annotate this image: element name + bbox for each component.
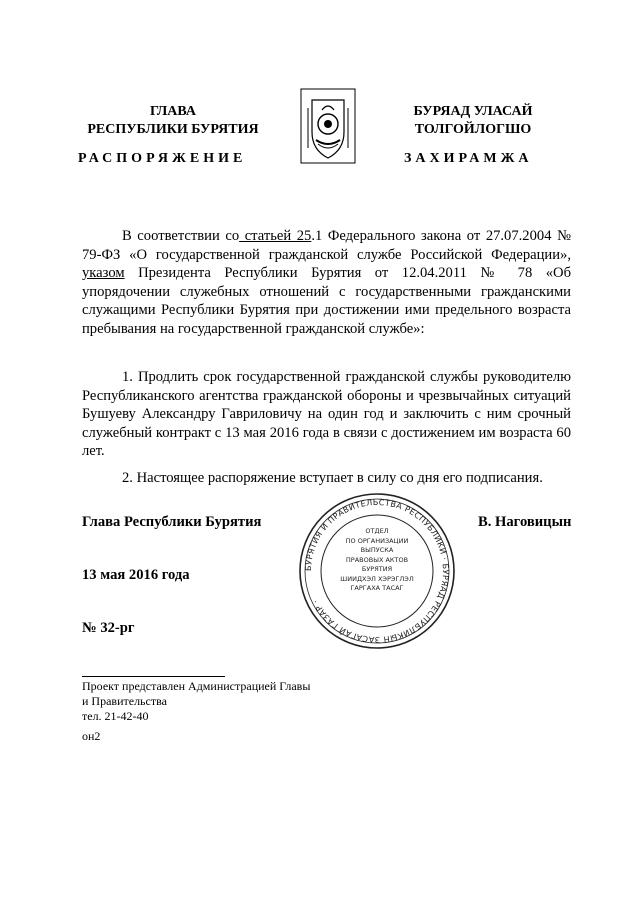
footer-line2: и Правительства bbox=[82, 694, 167, 708]
paragraph-item-2: 2. Настоящее распоряжение вступает в силу со дня его подписания. bbox=[122, 470, 543, 486]
right-header bbox=[378, 103, 568, 139]
stamp-line: ПО ОРГАНИЗАЦИИ bbox=[345, 536, 409, 545]
footer-phone: тел. 21-42-40 bbox=[82, 709, 149, 723]
signature-name: В. Наговицын bbox=[478, 514, 572, 530]
preamble-end: Президента Республики Бурятия от 12.04.2011 № 78 «Об упорядочении служебных отношений с государственными гражданскими служащими Республики Бурятия при достижении ими предельного возраста пребывания на государственной гражданской службе»: bbox=[82, 265, 571, 337]
stamp-line: ШИИДХЭЛ ХЭРЭГЛЭЛ bbox=[340, 574, 414, 583]
official-stamp bbox=[297, 491, 457, 651]
preamble-middle: .1 Федерального закона от 27.07.2004 № 79-ФЗ «О государственной гражданской службе Российской Федерации», bbox=[82, 228, 571, 263]
footer-line1: Проект представлен Администрацией Главы bbox=[82, 679, 311, 693]
doc-type-ru: РАСПОРЯЖЕНИЕ bbox=[78, 151, 247, 166]
left-header-line2: РЕСПУБЛИКИ БУРЯТИЯ bbox=[87, 122, 259, 137]
preamble-start: В соответствии со bbox=[122, 228, 240, 244]
link-article-25[interactable]: статьей 25 bbox=[239, 228, 312, 244]
right-header-line2: ТОЛГОЙЛОГШО bbox=[414, 122, 532, 137]
stamp-line: ВЫПУСКА bbox=[360, 546, 394, 554]
signature-position: Глава Республики Бурятия bbox=[82, 514, 262, 530]
stamp-line: БУРЯТИЯ bbox=[361, 565, 393, 573]
doc-type-bur: ЗАХИРАМЖА bbox=[404, 151, 533, 166]
paragraph-preamble bbox=[82, 227, 571, 339]
stamp-line: ОТДЕЛ bbox=[365, 527, 389, 535]
left-header-line1: ГЛАВА bbox=[150, 104, 196, 119]
document-date: 13 мая 2016 года bbox=[82, 567, 190, 583]
stamp-center-text bbox=[321, 527, 433, 594]
stamp-ring-text: БУРЯТИЯ И ПРАВИТЕЛЬСТВА РЕСПУБЛИКИ · БУРЯАД РЕСПУБЛИКЫН ЗАСАГАЙ ГАЗАР · bbox=[303, 497, 451, 645]
coat-of-arms-icon bbox=[300, 88, 356, 164]
link-decree[interactable]: указом bbox=[82, 265, 125, 282]
footer-code: он2 bbox=[82, 729, 101, 743]
stamp-line: ПРАВОВЫХ АКТОВ bbox=[345, 555, 409, 564]
paragraph-item-1: 1. Продлить срок государственной гражданской службы руководителю Республиканского агентства гражданской обороны и чрезвычайных ситуаций Бушуеву Александру Гавриловичу на один год и заключить с ним срочный служебный контракт с 13 мая 2016 года в связи с достижением им возраста 60 лет. bbox=[82, 369, 571, 460]
document-number: № 32-рг bbox=[82, 620, 135, 636]
footer-divider bbox=[82, 676, 225, 677]
stamp-line: ГАРГАХА ТАСАГ bbox=[350, 584, 404, 592]
right-header-line1: БУРЯАД УЛАСАЙ bbox=[413, 104, 533, 119]
footer-block bbox=[82, 679, 310, 744]
left-header bbox=[78, 103, 268, 139]
